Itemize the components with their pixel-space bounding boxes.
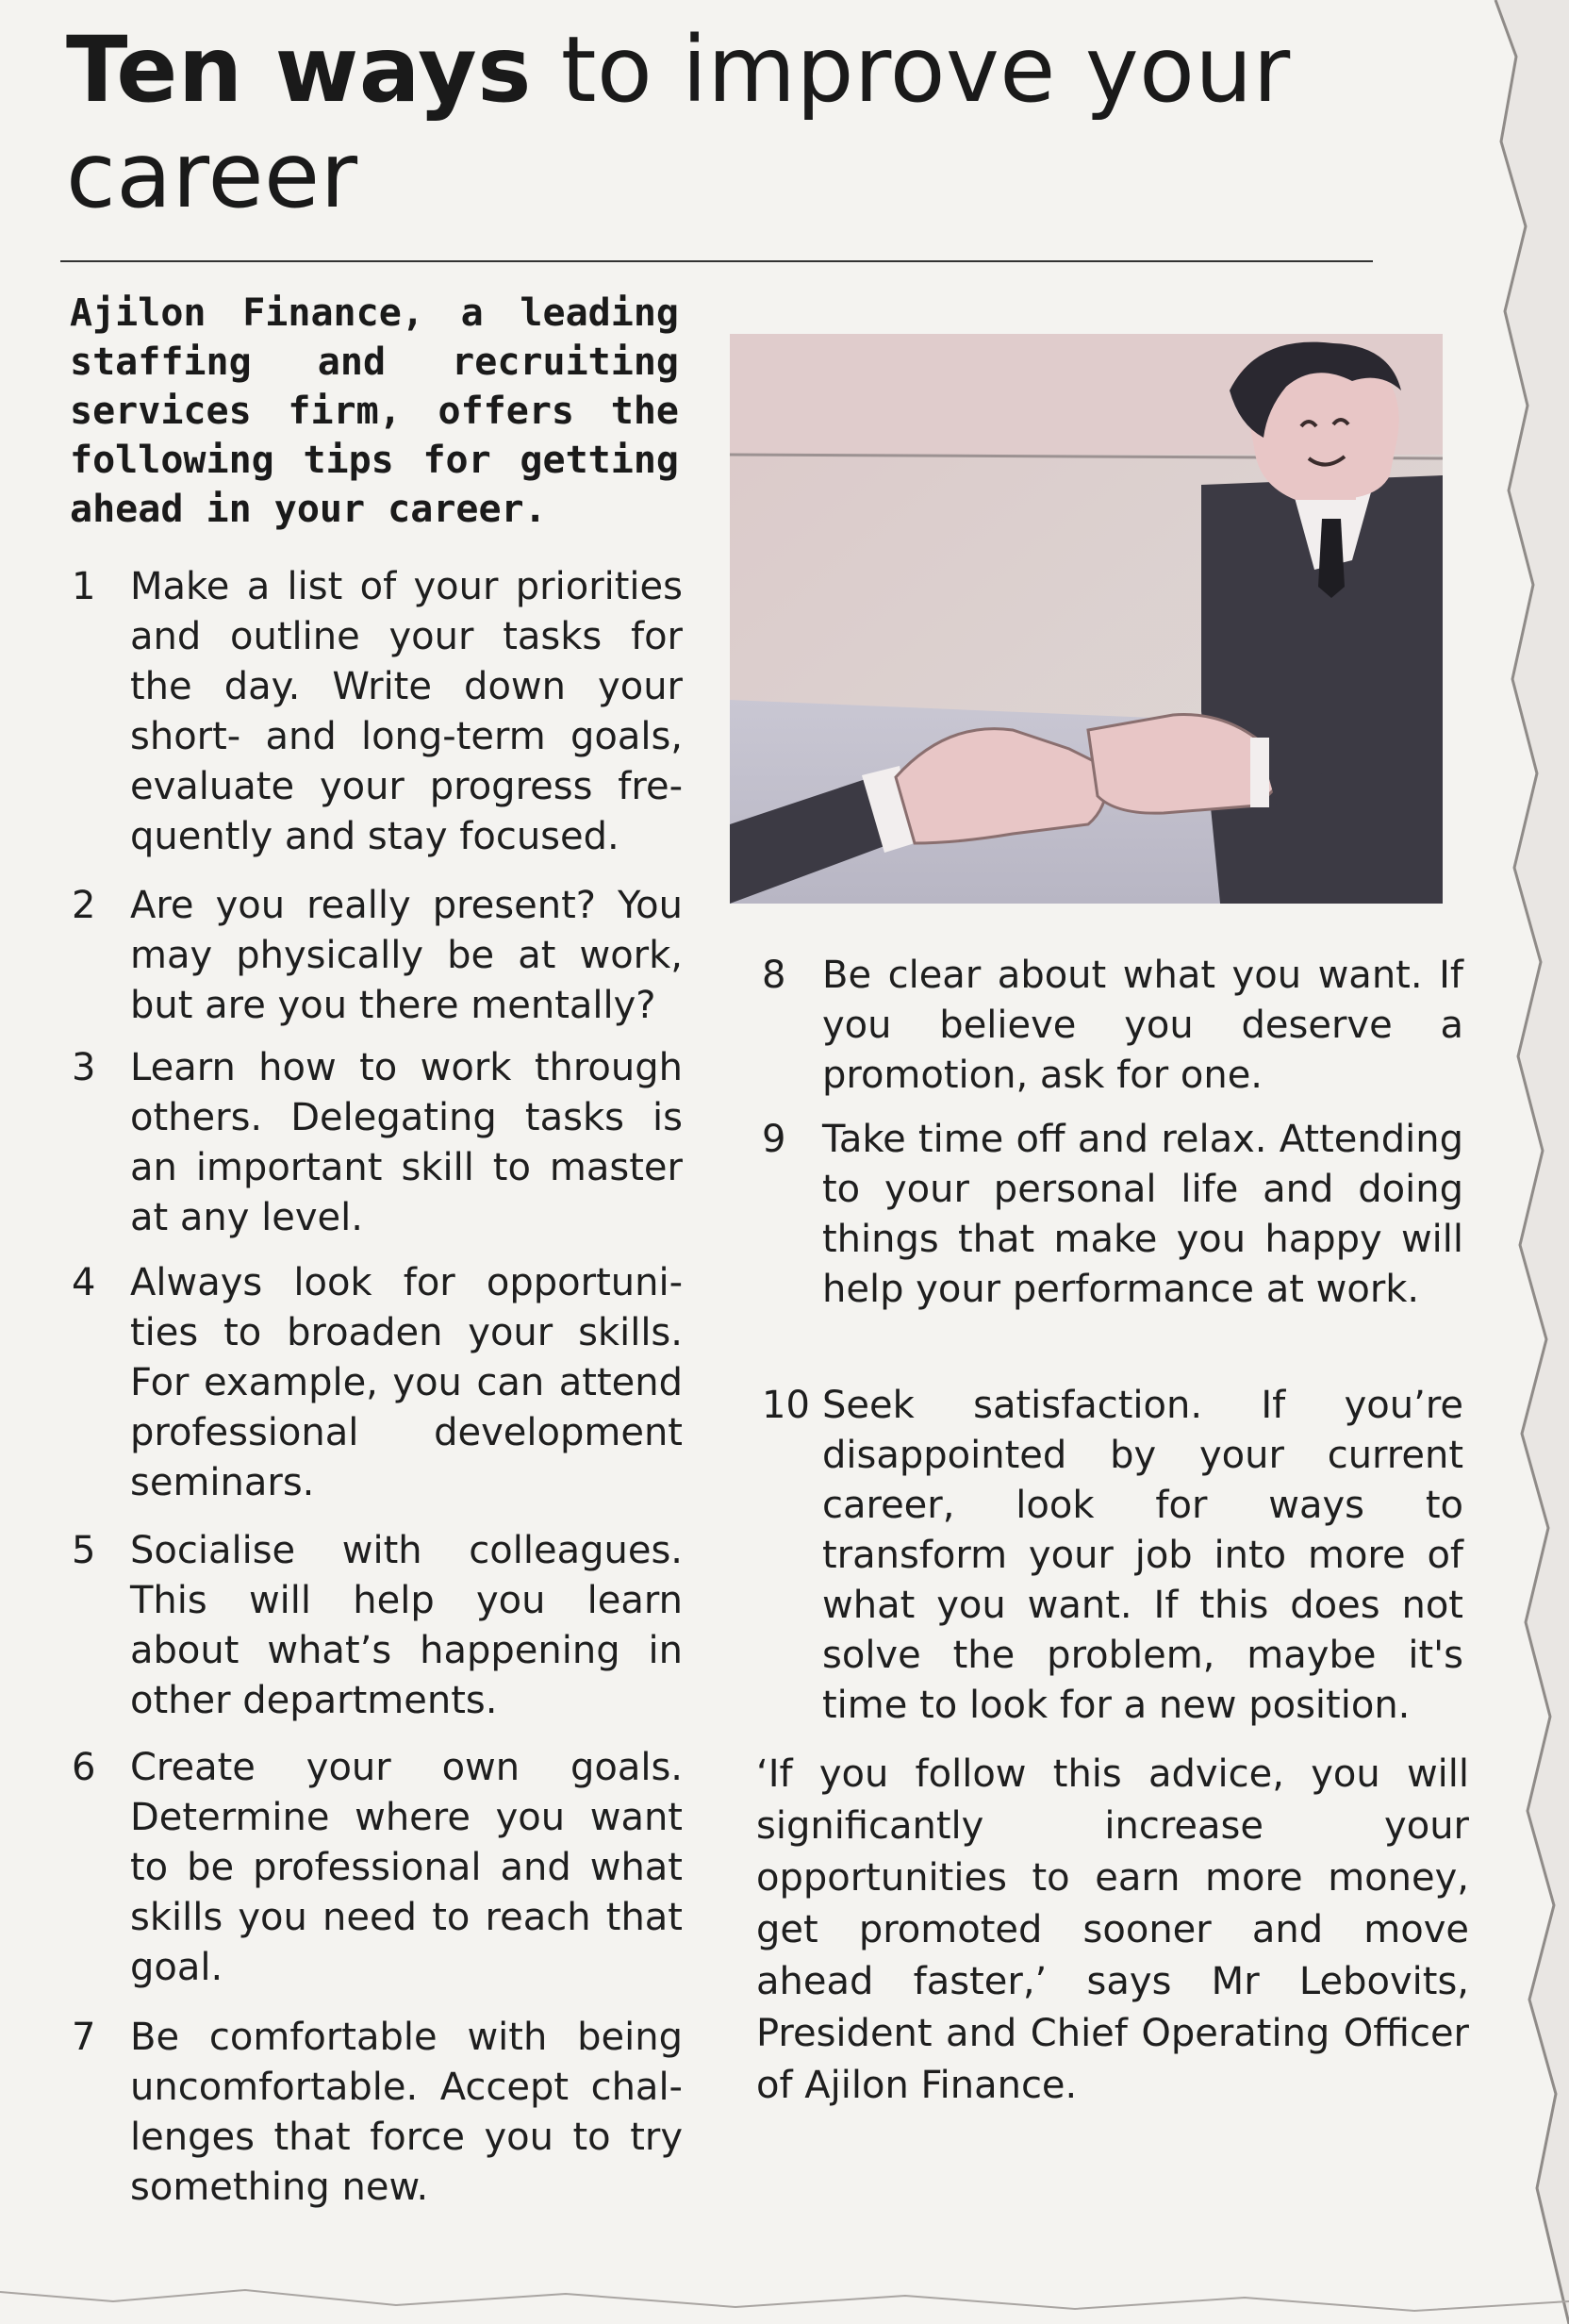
title-rest: to improve your career	[66, 17, 1291, 228]
tip-text: Always look for opportuni-ties to broaden your skills. For example, you can attend professional development seminars.	[130, 1261, 683, 1504]
tip-2	[72, 881, 683, 1031]
closing-quote: ‘If you follow this advice, you will significantly increase your opportunities to earn more money, get promoted sooner and move ahead faster,’ says Mr Lebovits, President and Chief Operating Officer of Ajilon Finance.	[756, 1752, 1469, 2107]
tip-text: Create your own goals. Determine where you want to be professional and what skills you need to reach that goal.	[130, 1746, 683, 1989]
tip-text: Make a list of your priorities and outline your tasks for the day. Write down your short- and long-term goals, evaluate your progress fre-quently and stay focused.	[130, 565, 683, 858]
title-bold: Ten ways	[66, 17, 532, 123]
tip-number: 7	[72, 2016, 96, 2059]
tip-7	[72, 2013, 683, 2213]
tip-number: 9	[762, 1118, 786, 1161]
tip-text: Are you really present? You may physically be at work, but are you there mentally?	[130, 884, 683, 1027]
tip-text: Seek satisfaction. If you’re disappointed by your current career, look for ways to transform your job into more of what you want. If this does not solve the problem, maybe it's time to look for a new position.	[822, 1384, 1463, 1727]
tip-number: 10	[762, 1384, 810, 1427]
tip-1	[72, 562, 683, 862]
tip-5	[72, 1526, 683, 1726]
tip-9	[762, 1115, 1463, 1315]
intro-paragraph: Ajilon Finance, a leading staffing and recruiting services firm, offers the following tips for getting ahead in your career.	[70, 291, 679, 531]
tip-text: Be clear about what you want. If you believe you deserve a promotion, ask for one.	[822, 954, 1463, 1097]
tip-number: 2	[72, 884, 96, 927]
tip-number: 8	[762, 954, 786, 997]
tip-number: 3	[72, 1046, 96, 1089]
tip-6	[72, 1743, 683, 1993]
tip-number: 1	[72, 565, 96, 608]
title-rule	[60, 260, 1373, 262]
tip-10	[762, 1381, 1463, 1731]
tip-text: Socialise with colleagues. This will help you learn about what’s happening in other departments.	[130, 1529, 683, 1722]
tip-number: 4	[72, 1261, 96, 1304]
tip-4	[72, 1258, 683, 1508]
tip-text: Be comfortable with being uncomfortable. Accept chal-lenges that force you to try something new.	[130, 2016, 683, 2209]
tip-3	[72, 1043, 683, 1243]
handshake-illustration	[730, 334, 1443, 904]
tip-text: Learn how to work through others. Delegating tasks is an important skill to master at any level.	[130, 1046, 683, 1239]
tip-text: Take time off and relax. Attending to your personal life and doing things that make you happy will help your performance at work.	[822, 1118, 1463, 1311]
article-title	[66, 17, 1292, 228]
tip-8	[762, 951, 1463, 1101]
tip-number: 5	[72, 1529, 96, 1572]
tip-number: 6	[72, 1746, 96, 1789]
